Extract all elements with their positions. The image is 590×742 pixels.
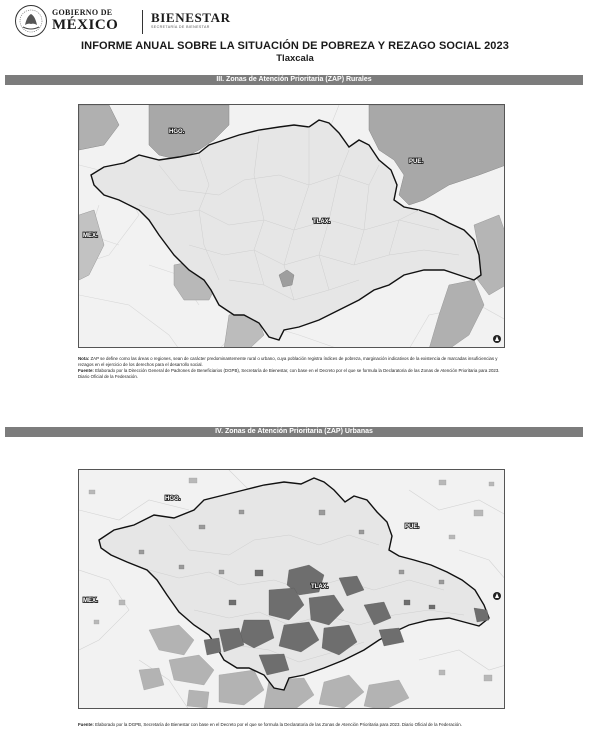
label-hgo-rural: HGO. (169, 129, 185, 135)
label-pue-urban: PUE. (405, 524, 420, 530)
note-text: ZAP se define como las áreas o regiones, sean de carácter predominantemente rural o urbano, cuya población registra índices de pobreza, marginación indicativos de la existencia de marcadas insuficiencias y rezagos en el ejercicio de los derechos para el desarrollo social. (78, 356, 498, 367)
gobierno-line1: GOBIERNO DE (52, 8, 113, 17)
report-subtitle: Tlaxcala (276, 53, 314, 64)
rural-notes (78, 356, 508, 380)
label-mex-urban: MEX. (83, 598, 98, 604)
map-rural (78, 104, 505, 348)
header-logos (14, 4, 294, 38)
label-tlax-urban: TLAX. (311, 584, 329, 590)
label-mex-rural: MEX. (83, 233, 98, 239)
urban-notes (78, 722, 508, 728)
north-arrow-icon (493, 335, 501, 343)
map-urban (78, 469, 505, 709)
note-label: Nota: (78, 356, 90, 361)
bienestar-subtitle: SECRETARÍA DE BIENESTAR (151, 25, 210, 29)
source-label-rural: Fuente: (78, 368, 94, 373)
label-hgo-urban: HGO. (165, 496, 181, 502)
source-text-urban: Elaborado por la DGPB, Secretaría de Bienestar con base en el Decreto por el que se formula la Declaratoria de las Zonas de Atención Prioritaria para 2023. Diario Oficial de la Federación. (95, 722, 462, 727)
gobierno-logo-text (52, 9, 118, 33)
north-arrow-icon (493, 592, 501, 600)
bienestar-logo (151, 11, 231, 30)
label-pue-rural: PUE. (409, 159, 424, 165)
section-urban-heading: IV. Zonas de Atención Prioritaria (ZAP) Urbanas (5, 427, 583, 437)
source-text-rural: Elaborado por la Dirección General de Padrones de Beneficiarios (DGPB), Secretaría de Bienestar, con base en el Decreto por el que se formula la Declaratoria de las Zonas de Atención Prioritaria para 2023. Diario Oficial de la Federación. (78, 368, 500, 379)
label-tlax-rural: TLAX. (313, 219, 331, 225)
source-label-urban: Fuente: (78, 722, 94, 727)
logo-divider (142, 10, 143, 34)
gobierno-line2: MÉXICO (52, 17, 119, 33)
section-rural-heading: III. Zonas de Atención Prioritaria (ZAP) Rurales (5, 75, 583, 85)
bienestar-title: BIENESTAR (151, 10, 231, 25)
coat-of-arms-icon (14, 4, 48, 38)
report-title: INFORME ANUAL SOBRE LA SITUACIÓN DE POBREZA Y REZAGO SOCIAL 2023 (81, 40, 509, 52)
